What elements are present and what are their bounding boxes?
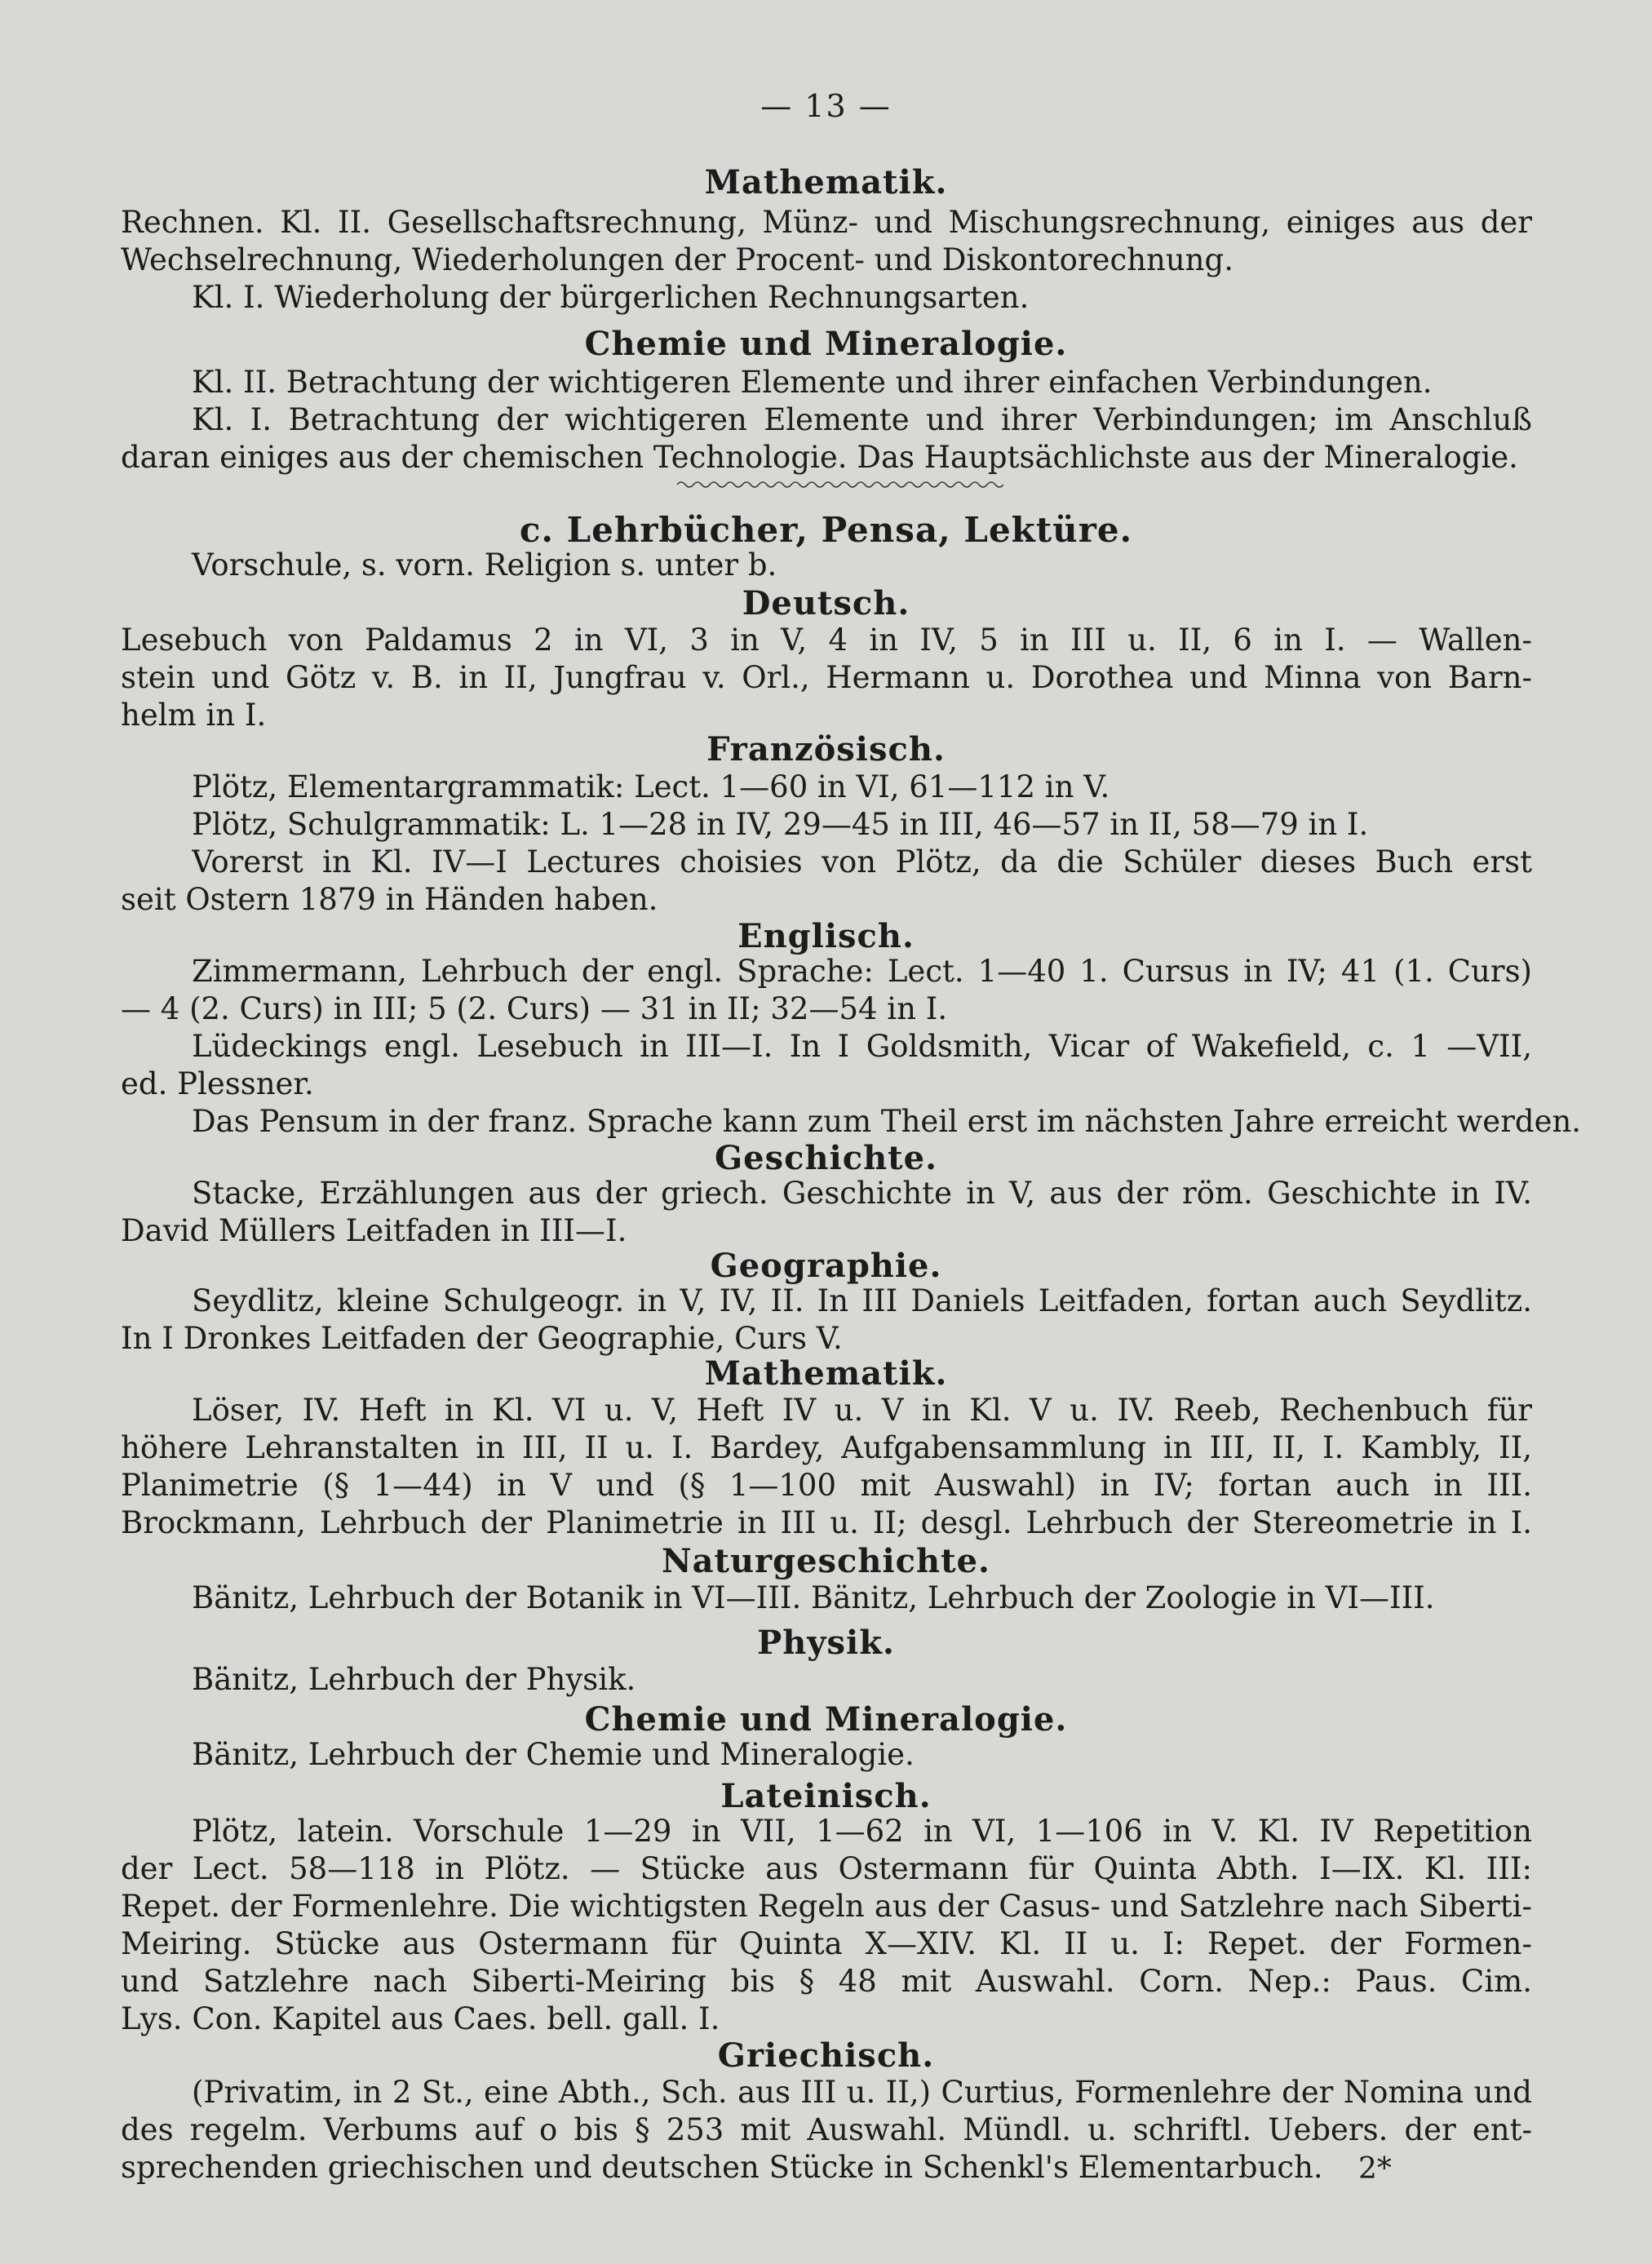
heading-geschichte: Geschichte. xyxy=(714,1139,938,1177)
paragraph-englisch-2 xyxy=(192,1028,1532,1066)
text-line: (Privatim, in 2 St., eine Abth., Sch. aus III u. II,) Curtius, Formenlehre der Nomina und xyxy=(192,2075,1532,2110)
text-line: daran einiges aus der chemischen Technologie. Das Hauptsächlichste aus der Mineralogie. xyxy=(121,440,1518,475)
heading-physik: Physik. xyxy=(757,1624,895,1662)
text-line: Lys. Con. Kapitel aus Caes. bell. gall. I. xyxy=(121,2001,720,2036)
text-line: und Satzlehre nach Siberti-Meiring bis § 48 mit Auswahl. Corn. Nep.: Paus. Cim. xyxy=(121,1964,1532,1999)
text-line: Lüdeckings engl. Lesebuch in III—I. In I Goldsmith, Vicar of Wakefield, c. 1 —VII, xyxy=(192,1029,1532,1064)
paragraph-deutsch xyxy=(121,622,1532,697)
text-line: Wechselrechnung, Wiederholungen der Procent- und Diskontorechnung. xyxy=(121,242,1233,277)
text-line: Plötz, latein. Vorschule 1—29 in VII, 1—62 in VI, 1—106 in V. Kl. IV Repetition xyxy=(192,1814,1532,1849)
paragraph-chemie xyxy=(192,401,1532,439)
text-line: Zimmermann, Lehrbuch der engl. Sprache: Lect. 1—40 1. Cursus in IV; 41 (1. Curs) xyxy=(192,954,1532,989)
paragraph-lateinisch-2 xyxy=(121,1850,1532,2000)
text-line: Meiring. Stücke aus Ostermann für Quinta X—XIV. Kl. II u. I: Repet. der Formen- xyxy=(121,1926,1532,1961)
text-line: Kl. I. Betrachtung der wichtigeren Elemente und ihrer Verbindungen; im Anschluß xyxy=(192,402,1532,437)
wavy-divider xyxy=(677,479,1003,490)
text-line: — 4 (2. Curs) in III; 5 (2. Curs) — 31 in II; 32—54 in I. xyxy=(121,991,948,1026)
text-line: Bänitz, Lehrbuch der Botanik in VI—III. Bänitz, Lehrbuch der Zoologie in VI—III. xyxy=(192,1580,1435,1615)
heading-deutsch: Deutsch. xyxy=(742,584,910,622)
text-line: Planimetrie (§ 1—44) in V und (§ 1—100 mit Auswahl) in IV; fortan auch in III. xyxy=(121,1468,1532,1503)
text-line: Seydlitz, kleine Schulgeogr. in V, IV, II. In III Daniels Leitfaden, fortan auch Seydlitz. xyxy=(192,1283,1532,1318)
text-line: Plötz, Elementargrammatik: Lect. 1—60 in VI, 61—112 in V. xyxy=(192,769,1110,804)
text-line: ed. Plessner. xyxy=(121,1066,314,1101)
heading-chemie-2: Chemie und Mineralogie. xyxy=(584,1700,1068,1739)
text-line: Plötz, Schulgrammatik: L. 1—28 in IV, 29—45 in III, 46—57 in II, 58—79 in I. xyxy=(192,807,1369,842)
text-line: Lesebuch von Paldamus 2 in VI, 3 in V, 4 in IV, 5 in III u. II, 6 in I. — Wallen- xyxy=(121,622,1532,658)
heading-mathematik: Mathematik. xyxy=(704,163,948,202)
paragraph-griechisch xyxy=(192,2074,1532,2111)
page-number: — 13 — xyxy=(760,88,892,124)
signature-mark: 2* xyxy=(1358,2152,1392,2186)
paragraph-lateinisch xyxy=(192,1813,1532,1850)
heading-chemie: Chemie und Mineralogie. xyxy=(584,325,1068,363)
heading-lehrbuecher: c. Lehrbücher, Pensa, Lektüre. xyxy=(519,510,1133,550)
text-line: Kl. II. Betrachtung der wichtigeren Elemente und ihrer einfachen Verbindungen. xyxy=(192,365,1433,400)
text-line: Vorschule, s. vorn. Religion s. unter b. xyxy=(192,547,777,583)
text-line: Bänitz, Lehrbuch der Physik. xyxy=(192,1662,636,1697)
heading-griechisch: Griechisch. xyxy=(717,2036,935,2075)
text-line: helm in I. xyxy=(121,698,267,733)
text-line: sprechenden griechischen und deutschen Stücke in Schenkl's Elementarbuch. xyxy=(121,2150,1323,2185)
paragraph-geographie xyxy=(192,1283,1532,1320)
heading-franzoesisch: Französisch. xyxy=(706,730,946,769)
text-line: Das Pensum in der franz. Sprache kann zum Theil erst im nächsten Jahre erreicht werden. xyxy=(192,1104,1582,1139)
text-line: Rechnen. Kl. II. Gesellschaftsrechnung, Münz- und Mischungsrechnung, einiges aus der xyxy=(121,205,1532,240)
paragraph-geschichte xyxy=(192,1175,1532,1212)
paragraph-franzoesisch xyxy=(192,844,1532,881)
text-line: höhere Lehranstalten in III, II u. I. Bardey, Aufgabensammlung in III, II, I. Kambly, II, xyxy=(121,1430,1532,1465)
paragraph-mathematik xyxy=(192,1392,1532,1429)
text-line: der Lect. 58—118 in Plötz. — Stücke aus Ostermann für Quinta Abth. I—IX. Kl. III: xyxy=(121,1851,1532,1886)
paragraph-mathematik-2 xyxy=(121,1429,1532,1542)
heading-mathematik-2: Mathematik. xyxy=(704,1354,948,1393)
text-line: Kl. I. Wiederholung der bürgerlichen Rechnungsarten. xyxy=(192,280,1030,315)
text-line: Löser, IV. Heft in Kl. VI u. V, Heft IV u. V in Kl. V u. IV. Reeb, Rechenbuch für xyxy=(192,1393,1532,1428)
paragraph-englisch xyxy=(192,953,1532,990)
text-line: Brockmann, Lehrbuch der Planimetrie in III u. II; desgl. Lehrbuch der Stereometrie in I. xyxy=(121,1505,1532,1540)
paragraph-rechnen xyxy=(121,204,1532,241)
heading-englisch: Englisch. xyxy=(737,917,915,955)
text-line: Bänitz, Lehrbuch der Chemie und Mineralogie. xyxy=(192,1737,915,1772)
text-line: stein und Götz v. B. in II, Jungfrau v. Orl., Hermann u. Dorothea und Minna von Barn- xyxy=(121,660,1532,695)
text-line: des regelm. Verbums auf o bis § 253 mit Auswahl. Mündl. u. schriftl. Uebers. der ent- xyxy=(121,2112,1532,2147)
text-line: In I Dronkes Leitfaden der Geographie, Curs V. xyxy=(121,1321,843,1356)
heading-naturgeschichte: Naturgeschichte. xyxy=(662,1542,990,1580)
text-line: David Müllers Leitfaden in III—I. xyxy=(121,1213,627,1248)
text-line: seit Ostern 1879 in Händen haben. xyxy=(121,882,658,917)
heading-geographie: Geographie. xyxy=(710,1247,942,1285)
text-line: Vorerst in Kl. IV—I Lectures choisies von Plötz, da die Schüler dieses Buch erst xyxy=(192,844,1532,879)
paragraph-griechisch-2 xyxy=(121,2111,1532,2149)
text-line: Stacke, Erzählungen aus der griech. Geschichte in V, aus der röm. Geschichte in IV. xyxy=(192,1176,1532,1211)
heading-lateinisch: Lateinisch. xyxy=(720,1777,932,1815)
text-line: Repet. der Formenlehre. Die wichtigsten Regeln aus der Casus- und Satzlehre nach Siberti- xyxy=(121,1889,1532,1924)
